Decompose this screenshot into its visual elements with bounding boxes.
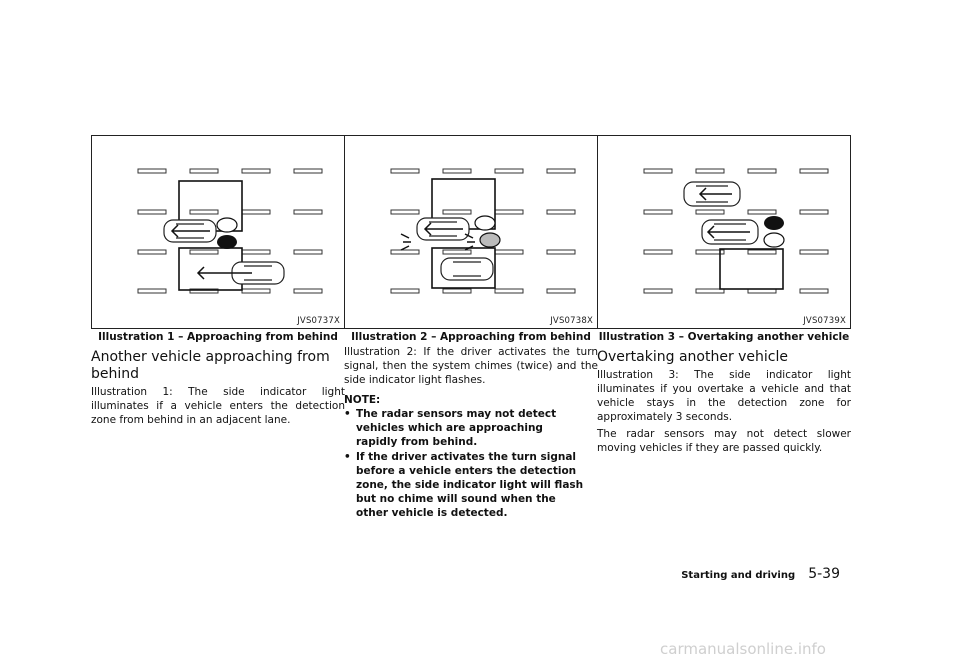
paragraph-illustration-2: Illustration 2: If the driver activates the turn signal, then the system chimes (twice) and the side indicator light flashes.: [344, 346, 598, 386]
illustration-code: JVS0739X: [803, 316, 846, 326]
footer-section-name: Starting and driving: [681, 570, 796, 581]
paragraph-illustration-1: Illustration 1: The side indicator light illuminates if a vehicle enters the detection zone from behind in an adjacent lane.: [91, 386, 345, 426]
illustration-2-caption: Illustration 2 – Approaching from behind: [351, 331, 591, 343]
bullet-dot: •: [344, 408, 351, 420]
page-number: 5-39: [808, 566, 840, 582]
page-footer: [681, 563, 840, 582]
illustration-code: JVS0737X: [297, 316, 340, 326]
bullet-text: The radar sensors may not detect vehicles which are approaching rapidly from behind.: [356, 408, 557, 448]
illustration-1: [91, 135, 345, 329]
bullet-text: If the driver activates the turn signal before a vehicle enters the detection zone, the side indicator light will flash but no chime will sound when the other vehicle is detected.: [356, 451, 584, 519]
paragraph-illustration-3: Illustration 3: The side indicator light illuminates if you overtake a vehicle and that vehicle stays in the detection zone for approximately 3 seconds.: [597, 369, 851, 423]
watermark: carmanualsonline.info: [660, 640, 826, 658]
illustration-2: [344, 135, 598, 329]
illustration-2-diagram: [345, 136, 597, 328]
illustration-1-caption: Illustration 1 – Approaching from behind: [98, 331, 338, 343]
paragraph-slower-vehicles: The radar sensors may not detect slower moving vehicles if they are passed quickly.: [597, 428, 851, 454]
illustration-code: JVS0738X: [550, 316, 593, 326]
bullet-dot: •: [344, 451, 351, 463]
section-title-approaching: Another vehicle approaching from behind: [91, 349, 330, 382]
note-bullet: [344, 407, 586, 449]
section-title-overtaking: Overtaking another vehicle: [597, 349, 789, 365]
note-heading: NOTE:: [344, 394, 381, 406]
illustration-1-diagram: [92, 136, 344, 328]
note-bullet: [344, 450, 586, 520]
illustration-3: [597, 135, 851, 329]
illustration-3-diagram: [598, 136, 850, 328]
illustration-3-caption: Illustration 3 – Overtaking another vehicle: [598, 331, 850, 343]
